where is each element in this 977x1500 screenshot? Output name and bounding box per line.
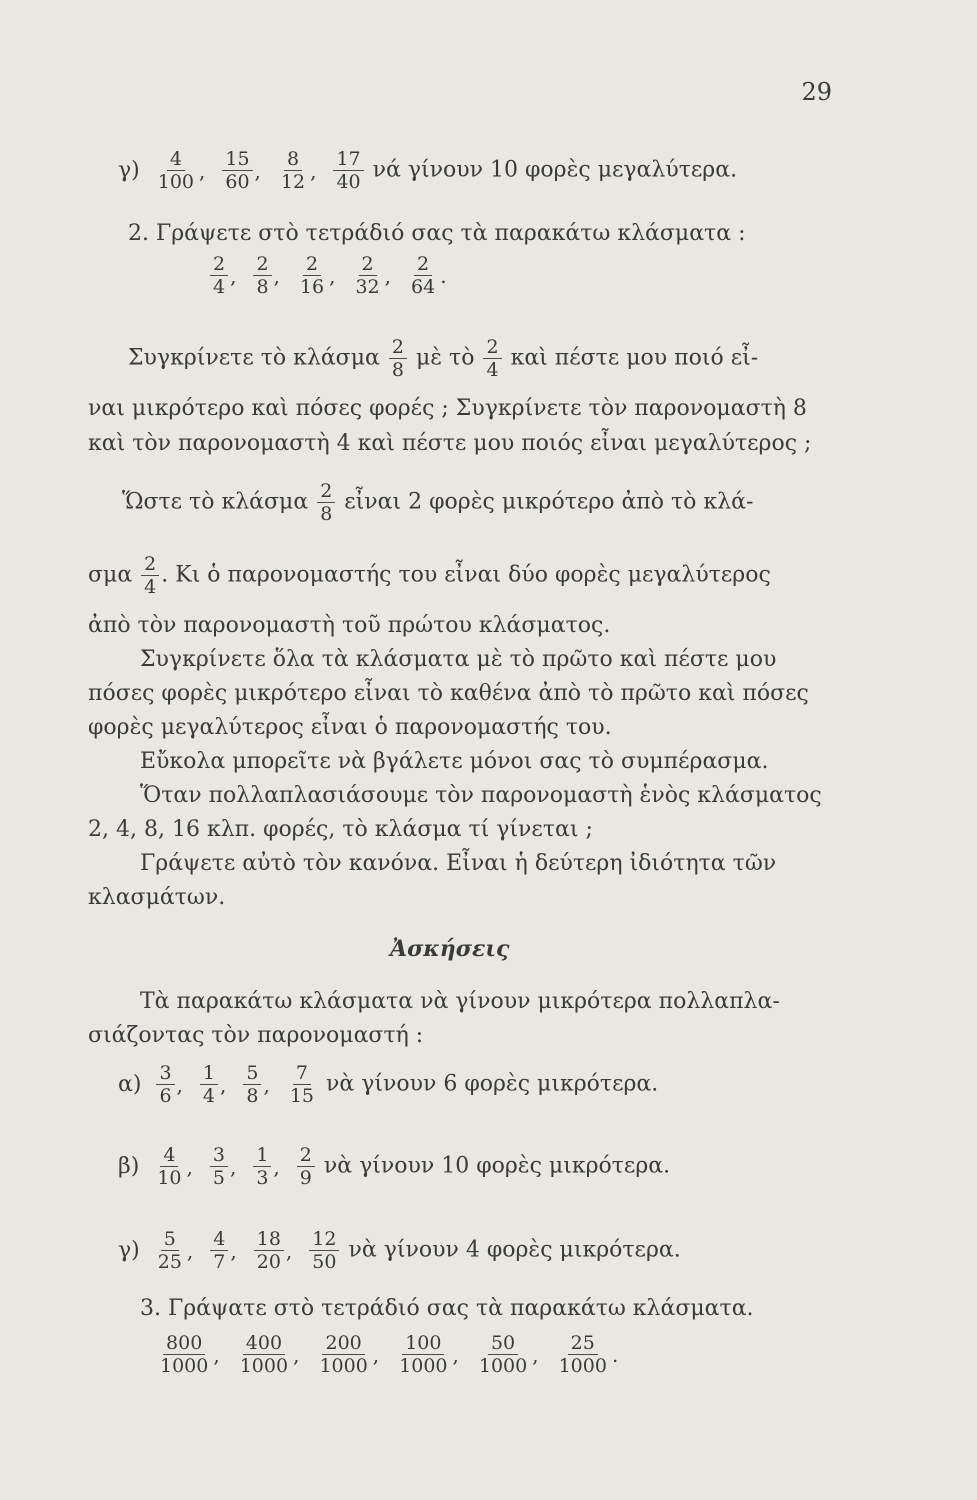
exercise-2-fractions: $\frac{2}{4}$ , $\frac{2}{8}$ , $\frac{2}{16}$ , $\frac{2}{32}$ , $\frac{2}{64}$ . bbox=[208, 253, 455, 298]
text-line: ἀπὸ τὸν παρονομαστὴ τοῦ πρώτου κλάσματος. bbox=[88, 613, 611, 638]
fraction: $\frac{18}{20}$ bbox=[254, 1228, 284, 1273]
fraction: $\frac{5}{8}$ bbox=[243, 1062, 261, 1107]
text-line: πόσες φορὲς μικρότερο εἶναι τὸ καθένα ἀπὸ τὸ πρῶτο καὶ πόσες bbox=[88, 681, 809, 706]
fraction: $\frac{2}{64}$ bbox=[411, 253, 436, 298]
fraction: $\frac{5}{25}$ bbox=[157, 1228, 182, 1273]
compare-line: Συγκρίνετε τὸ κλάσμα $\frac{2}{8}$ μὲ τὸ $\frac{2}{4}$ καὶ πέστε μου ποιό εἶ- bbox=[128, 336, 759, 381]
fraction: $\frac{4}{10}$ bbox=[157, 1144, 182, 1189]
fraction: $\frac{2}{8}$ bbox=[317, 480, 335, 525]
exercise-text: νὰ γίνουν 10 φορὲς μικρότερα. bbox=[323, 1153, 671, 1179]
item-label: γ) bbox=[118, 1237, 140, 1263]
page-number: 29 bbox=[801, 78, 832, 106]
text-line: 2, 4, 8, 16 κλπ. φορές, τὸ κλάσμα τί γίνεται ; bbox=[88, 817, 593, 842]
fraction: $\frac{100}{1000}$ bbox=[399, 1332, 448, 1377]
fraction: $\frac{200}{1000}$ bbox=[319, 1332, 368, 1377]
fraction: $\frac{1}{4}$ bbox=[200, 1062, 218, 1107]
exercise-a: α) $\frac{3}{6}$ , $\frac{1}{4}$ , $\frac{5}{8}$ , $\frac{7}{15}$ νὰ γίνουν 6 φορὲς μικρότερα. bbox=[118, 1062, 659, 1107]
sma-line: σμα $\frac{2}{4}$ . Κι ὁ παρονομαστής του εἶναι δύο φορὲς μεγαλύτερος bbox=[88, 553, 771, 598]
fraction: $\frac{4}{100}$ bbox=[157, 148, 194, 193]
exercise-2-heading: 2. Γράψετε στὸ τετράδιό σας τὰ παρακάτω κλάσματα : bbox=[128, 221, 746, 246]
exercise-3-heading: 3. Γράψατε στὸ τετράδιό σας τὰ παρακάτω κλάσματα. bbox=[140, 1296, 754, 1321]
fraction: $\frac{8}{12}$ bbox=[280, 148, 306, 193]
exercise-g-larger: γ) $\frac{4}{100}$ , $\frac{15}{60}$ , $\frac{8}{12}$ , $\frac{17}{40}$ νά γίνουν 10 φορὲς μεγαλύτερα. bbox=[118, 148, 738, 193]
hoste-line: Ὥστε τὸ κλάσμα $\frac{2}{8}$ εἶναι 2 φορὲς μικρότερο ἀπὸ τὸ κλά- bbox=[122, 480, 754, 525]
fraction: $\frac{2}{8}$ bbox=[389, 336, 407, 381]
text-line: ναι μικρότερο καὶ πόσες φορές ; Συγκρίνετε τὸν παρονομαστὴ 8 bbox=[88, 396, 807, 421]
exercise-text: νά γίνουν 10 φορὲς μεγαλύτερα. bbox=[372, 157, 738, 183]
text-line: καὶ τὸν παρονομαστὴ 4 καὶ πέστε μου ποιός εἶναι μεγαλύτερος ; bbox=[88, 431, 812, 456]
fraction: $\frac{17}{40}$ bbox=[333, 148, 363, 193]
fraction: $\frac{2}{8}$ bbox=[253, 253, 271, 298]
fraction: $\frac{3}{5}$ bbox=[210, 1144, 228, 1189]
fraction: $\frac{1}{3}$ bbox=[253, 1144, 271, 1189]
exercise-3-fractions: $\frac{800}{1000}$ , $\frac{400}{1000}$ , $\frac{200}{1000}$ , $\frac{100}{1000}$ , $\frac{50}{1000}$ , $\frac{25}{1000}$ . bbox=[155, 1332, 626, 1377]
fraction: $\frac{50}{1000}$ bbox=[478, 1332, 528, 1377]
text-line: Γράψετε αὐτὸ τὸν κανόνα. Εἶναι ἡ δεύτερη ἰδιότητα τῶν bbox=[140, 851, 777, 876]
fraction: $\frac{400}{1000}$ bbox=[239, 1332, 289, 1377]
fraction: $\frac{12}{50}$ bbox=[309, 1228, 339, 1273]
text-line: φορὲς μεγαλύτερος εἶναι ὁ παρονομαστής του. bbox=[88, 715, 612, 740]
text-line: Ὅταν πολλαπλασιάσουμε τὸν παρονομαστὴ ἑνὸς κλάσματος bbox=[140, 783, 822, 808]
item-label: β) bbox=[118, 1153, 140, 1179]
fraction: $\frac{2}{16}$ bbox=[299, 253, 325, 298]
exercise-text: νὰ γίνουν 6 φορὲς μικρότερα. bbox=[326, 1071, 659, 1097]
text-line: Εὔκολα μπορεῖτε νὰ βγάλετε μόνοι σας τὸ συμπέρασμα. bbox=[140, 749, 769, 774]
exercise-g-smaller: γ) $\frac{5}{25}$ , $\frac{4}{7}$ , $\frac{18}{20}$ , $\frac{12}{50}$ νὰ γίνουν 4 φορὲς μικρότερα. bbox=[118, 1228, 681, 1273]
fraction: $\frac{2}{4}$ bbox=[210, 253, 228, 298]
fraction: $\frac{3}{6}$ bbox=[156, 1062, 174, 1107]
fraction: $\frac{4}{7}$ bbox=[210, 1228, 228, 1273]
exercises-title: Ἀσκήσεις bbox=[390, 936, 510, 962]
fraction: $\frac{2}{4}$ bbox=[141, 553, 159, 598]
fraction: $\frac{25}{1000}$ bbox=[558, 1332, 607, 1377]
fraction: $\frac{2}{4}$ bbox=[483, 336, 501, 381]
text-line: Συγκρίνετε ὅλα τὰ κλάσματα μὲ τὸ πρῶτο καὶ πέστε μου bbox=[140, 647, 777, 672]
text-line: σιάζοντας τὸν παρονομαστή : bbox=[88, 1023, 424, 1048]
fraction: $\frac{15}{60}$ bbox=[222, 148, 252, 193]
item-label: γ) bbox=[118, 157, 140, 183]
fraction: $\frac{800}{1000}$ bbox=[160, 1332, 209, 1377]
fraction: $\frac{2}{32}$ bbox=[355, 253, 380, 298]
fraction: $\frac{7}{15}$ bbox=[289, 1062, 314, 1107]
fraction: $\frac{2}{9}$ bbox=[297, 1144, 315, 1189]
exercise-text: νὰ γίνουν 4 φορὲς μικρότερα. bbox=[348, 1237, 681, 1263]
text-line: κλασμάτων. bbox=[88, 885, 226, 910]
item-label: α) bbox=[118, 1071, 142, 1097]
text-line: Τὰ παρακάτω κλάσματα νὰ γίνουν μικρότερα πολλαπλα- bbox=[140, 989, 780, 1014]
exercise-b: β) $\frac{4}{10}$ , $\frac{3}{5}$ , $\frac{1}{3}$ , $\frac{2}{9}$ νὰ γίνουν 10 φορὲς μικρότερα. bbox=[118, 1144, 671, 1189]
